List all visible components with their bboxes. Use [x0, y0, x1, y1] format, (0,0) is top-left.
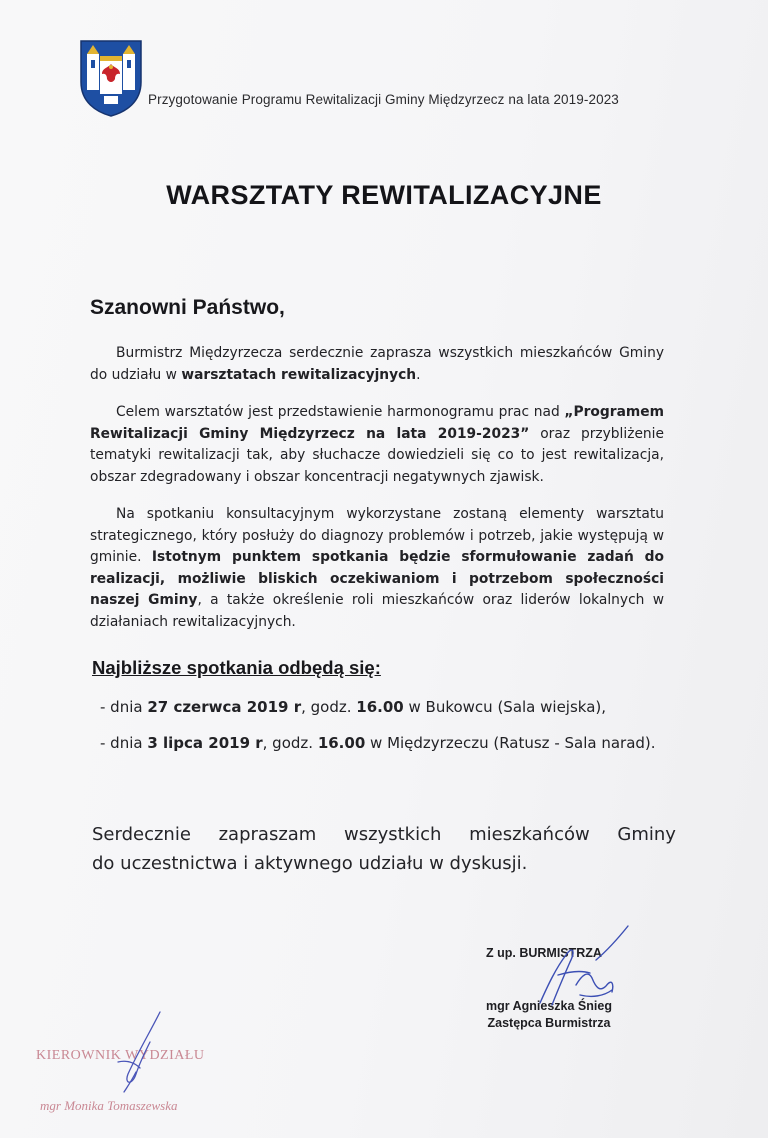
paragraph-text: Burmistrz Międzyrzecza serdecznie zaprasza wszystkich mieszkańców Gminy do udziału w	[90, 345, 664, 383]
paragraph-text: , a także określenie roli mieszkańców oraz liderów lokalnych w działaniach rewitalizacyjnych.	[90, 592, 664, 630]
paragraph-bold: „Programem Rewitalizacji Gminy Międzyrzecz na lata 2019-2023”	[90, 404, 664, 442]
closing-word: mieszkańców	[469, 824, 590, 845]
paragraph-invitation	[90, 343, 664, 386]
paragraph-text: Na spotkaniu konsultacyjnym wykorzystane zostaną elementy warsztatu strategicznego, który posłuży do diagnozy problemów i potrzeb, jakie występują w gminie.	[90, 506, 664, 565]
meeting-date: 3 lipca 2019 r	[147, 734, 263, 752]
paragraph-text: Celem warsztatów jest przedstawienie harmonogramu prac nad	[116, 404, 565, 420]
paragraph-purpose	[90, 402, 664, 488]
meetings-heading: Najbliższe spotkania odbędą się:	[92, 657, 381, 678]
meeting-prefix: - dnia	[100, 698, 148, 716]
signature-scribble-icon	[540, 926, 628, 1005]
stamp-name: mgr Monika Tomaszewska	[40, 1098, 178, 1113]
closing-word: Gminy	[617, 824, 676, 845]
meeting-item	[100, 698, 606, 716]
meeting-mid: , godz.	[301, 698, 357, 716]
paragraph-bold: warsztatach rewitalizacyjnych	[181, 366, 417, 383]
paragraph-bold: Istotnym punktem spotkania będzie sformułowanie zadań do realizacji, możliwie bliskich oczekiwaniom i potrzebom społeczności naszej Gminy	[90, 549, 664, 608]
paragraph-text: .	[416, 366, 421, 383]
signatory-role: Zastępca Burmistrza	[487, 1016, 611, 1030]
paragraph-text: oraz przybliżenie tematyki rewitalizacji tak, aby słuchacze dowiedzieli się co to jest rewitalizacja, obszar zdegradowany i obszar koncentracji negatywnych zjawisk.	[90, 425, 664, 485]
meeting-item	[100, 734, 656, 752]
program-header: Przygotowanie Programu Rewitalizacji Gminy Międzyrzecz na lata 2019-2023	[148, 92, 619, 107]
signature-block	[486, 998, 612, 1032]
meeting-time: 16.00	[317, 734, 366, 752]
closing-word: Serdecznie	[92, 824, 191, 845]
meeting-place: w Bukowcu (Sala wiejska),	[403, 698, 607, 716]
stamp-title: KIEROWNIK WYDZIAŁU	[36, 1048, 205, 1063]
page-title: WARSZTATY REWITALIZACYJNE	[166, 180, 602, 210]
salutation: Szanowni Państwo,	[90, 296, 285, 319]
closing-line: do uczestnictwa i aktywnego udziału w dyskusji.	[92, 853, 528, 874]
meeting-mid: , godz.	[262, 734, 318, 752]
closing-word: wszystkich	[344, 824, 442, 845]
meeting-date: 27 czerwca 2019 r	[147, 698, 302, 716]
signatory-name: mgr Agnieszka Śnieg	[486, 999, 612, 1013]
meeting-place: w Międzyrzeczu (Ratusz - Sala narad).	[365, 734, 656, 752]
signature-header: Z up. BURMISTRZA	[486, 946, 602, 960]
meeting-time: 16.00	[356, 698, 404, 716]
meeting-prefix: - dnia	[100, 734, 148, 752]
paragraph-workshop	[90, 504, 664, 633]
coat-of-arms-icon	[78, 38, 144, 118]
closing-word: zapraszam	[218, 824, 317, 845]
closing-invitation	[92, 820, 676, 878]
